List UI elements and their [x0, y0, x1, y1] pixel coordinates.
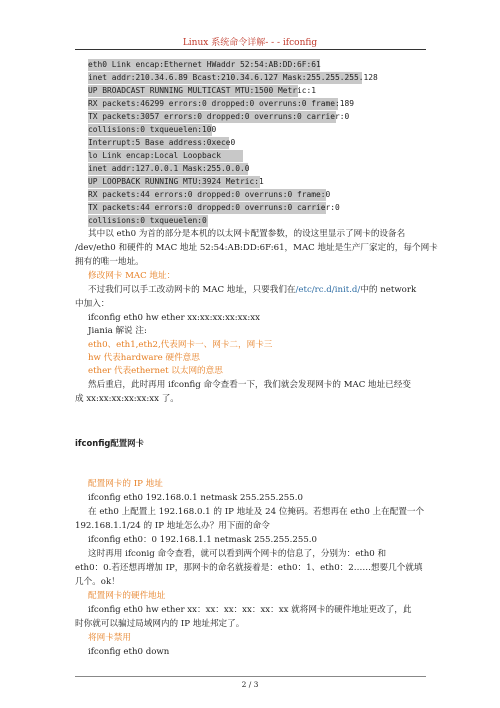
command-line: ifconfig eth0 hw ether xx:xx:xx:xx:xx:xx	[88, 313, 260, 323]
command-line: ifconfig eth0 down	[88, 647, 170, 657]
paragraph-line: 这时再用 ifconig 命令查看，就可以看到两个网卡的信息了，分别为：eth0 和	[88, 549, 387, 559]
code-line: TX packets:44 errors:0 dropped:0 overruns:0 carrier:0	[88, 202, 326, 214]
code-line: collisions:0 txqueuelen:0	[88, 215, 208, 227]
page-header: Linux 系统命令详解- - - ifconfig	[182, 38, 318, 48]
init-path-link[interactable]: /etc/rc.d/init.d/	[295, 285, 361, 295]
ip-heading: 配置网卡的 IP 地址	[88, 479, 163, 489]
paragraph-line: /dev/eth0 和硬件的 MAC 地址 52:54:AB:DD:6F:61，MAC 地址是生产厂家定的，每个网卡	[75, 243, 438, 253]
paragraph-line: 时你就可以骗过局域网内的 IP 地址邦定了。	[75, 619, 245, 629]
code-line: collisions:0 txqueuelen:100	[88, 124, 212, 136]
header-divider	[75, 49, 426, 50]
explain-label: Jiania 解说 注:	[88, 326, 147, 336]
paragraph-line: 拥有的唯一地址。	[75, 257, 144, 267]
paragraph-line: eth0：0.若还想再增加 IP，那网卡的命名就接着是：eth0：1、eth0：2……想要几个就填	[75, 563, 423, 573]
mac-heading: 修改网卡 MAC 地址：	[88, 271, 176, 281]
note-line: hw 代表hardware 硬件意思	[88, 353, 200, 363]
paragraph-line: ifconfig eth0 hw ether xx：xx：xx：xx：xx：xx 就将网卡的硬件地址更改了，此	[88, 605, 412, 615]
command-line: ifconfig eth0：0 192.168.1.1 netmask 255.255.255.0	[88, 535, 317, 545]
paragraph-line: 成 xx:xx:xx:xx:xx:xx 了。	[75, 394, 179, 404]
code-line: inet addr:210.34.6.89 Bcast:210.34.6.127 Mask:255.255.255.128	[88, 72, 362, 84]
paragraph-line: 中加入：	[75, 299, 110, 309]
note-line: ether 代表ethernet 以太网的意思	[88, 366, 223, 376]
code-line: UP BROADCAST RUNNING MULTICAST MTU:1500 Metric:1	[88, 85, 298, 97]
code-line: UP LOOPBACK RUNNING MTU:3924 Metric:1	[88, 176, 260, 188]
code-line: RX packets:44 errors:0 dropped:0 overruns:0 frame:0	[88, 189, 326, 201]
paragraph-line: 然后重启，此时再用 ifconfig 命令查看一下，我们就会发现网卡的 MAC 地址已经变	[88, 380, 412, 390]
paragraph-line: 几个。ok！	[75, 577, 120, 587]
code-line: Interrupt:5 Base address:0xece0	[88, 137, 229, 149]
footer-divider	[75, 676, 426, 677]
paragraph-line: 在 eth0 上配置上 192.168.0.1 的 IP 地址及 24 位掩码。若想再在 eth0 上在配置一个	[88, 507, 425, 517]
code-line: RX packets:46299 errors:0 dropped:0 overruns:0 frame:189	[88, 98, 338, 110]
paragraph-text: 中的 network	[360, 285, 417, 295]
code-line: TX packets:3057 errors:0 dropped:0 overruns:0 carrier:0	[88, 111, 336, 123]
paragraph-line: 192.168.1.1/24 的 IP 地址怎么办？用下面的命令	[75, 521, 270, 531]
down-heading: 将网卡禁用	[88, 633, 131, 643]
hw-heading: 配置网卡的硬件地址	[88, 591, 166, 601]
paragraph-line: 其中以 eth0 为首的部分是本机的以太网卡配置参数，的设这里显示了网卡的设备名	[88, 229, 406, 239]
code-line: inet addr:127.0.0.1 Mask:255.0.0.0	[88, 163, 248, 175]
command-line: ifconfig eth0 192.168.0.1 netmask 255.255.255.0	[88, 493, 303, 503]
note-line: eth0、eth1,eth2,代表网卡一、网卡二，网卡三	[88, 340, 273, 350]
paragraph-text: 不过我们可以手工改动网卡的 MAC 地址，只要我们在	[88, 285, 296, 295]
section-title: ifconfig配置网卡	[75, 438, 144, 448]
paragraph-line	[88, 284, 416, 297]
code-line: lo Link encap:Local Loopback	[88, 150, 243, 162]
code-line: eth0 Link encap:Ethernet HWaddr 52:54:AB:DD:6F:61	[88, 59, 320, 71]
code-block	[88, 59, 378, 228]
page-number: 2 / 3	[241, 680, 259, 689]
